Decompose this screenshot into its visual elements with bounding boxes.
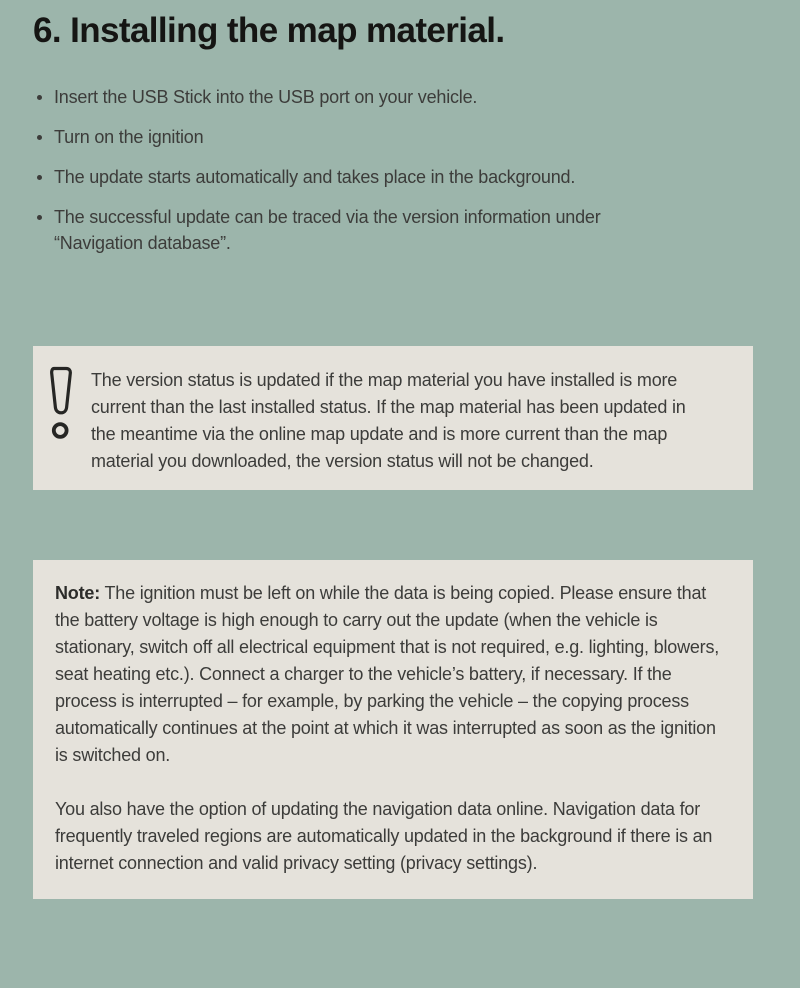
bullet-dot-icon — [37, 95, 42, 100]
bullet-text: The successful update can be traced via the version information under “Navigation database”. — [54, 207, 601, 253]
note-paragraph-2: You also have the option of updating the navigation data online. Navigation data for frequently traveled regions are automatically updated in the background if there is an internet connection and valid privacy setting (privacy settings). — [55, 799, 713, 873]
note-label: Note: — [55, 583, 100, 603]
info-box — [33, 346, 753, 490]
bullet-item — [37, 204, 637, 256]
bullet-item — [37, 84, 637, 110]
bullet-text: Turn on the ignition — [54, 127, 204, 147]
exclamation-icon — [48, 365, 74, 446]
note-box — [33, 560, 753, 899]
bullet-item — [37, 164, 637, 190]
bullet-dot-icon — [37, 135, 42, 140]
bullet-list — [33, 84, 800, 256]
note-paragraph-1 — [55, 580, 727, 769]
bullet-text: The update starts automatically and takes place in the background. — [54, 167, 576, 187]
info-box-text: The version status is updated if the map material you have installed is more current than the last installed status. If the map material has been updated in the meantime via the online map update and is more current than the map material you downloaded, the version status will not be changed. — [91, 370, 686, 471]
bullet-dot-icon — [37, 175, 42, 180]
note-paragraph-1-text: The ignition must be left on while the data is being copied. Please ensure that the battery voltage is high enough to carry out the update (when the vehicle is stationary, switch off all electrical equipment that is not required, e.g. lighting, blowers, seat heating etc.). Connect a charger to the vehicle’s battery, if necessary. If the process is interrupted – for example, by parking the vehicle – the copying process automatically continues at the point at which it was interrupted as soon as the ignition is switched on. — [55, 583, 720, 765]
page-title: 6. Installing the map material. — [33, 11, 505, 50]
bullet-item — [37, 124, 637, 150]
bullet-dot-icon — [37, 215, 42, 220]
bullet-text: Insert the USB Stick into the USB port on your vehicle. — [54, 87, 478, 107]
